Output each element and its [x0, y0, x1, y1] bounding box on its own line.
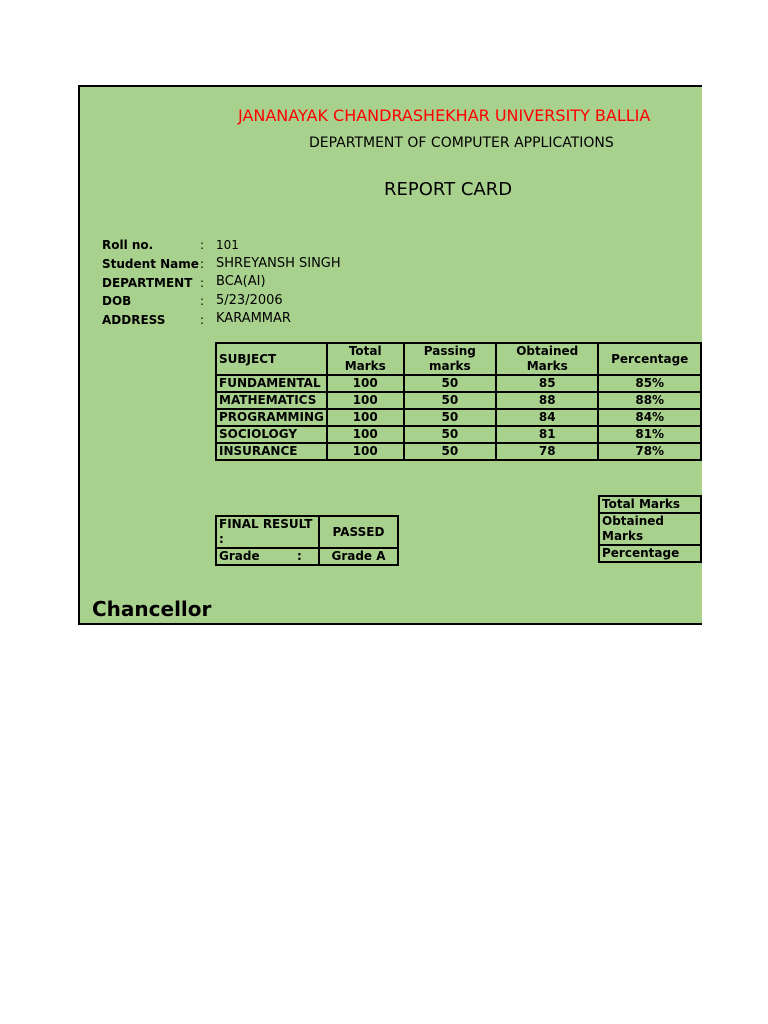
total-marks-cell: 100: [327, 392, 404, 409]
subject-cell: FUNDAMENTAL: [216, 375, 327, 392]
grade-label-text: Grade: [219, 549, 260, 563]
student-name-colon: :: [200, 257, 205, 271]
final-result-row: [216, 516, 398, 548]
university-title: JANANAYAK CHANDRASHEKHAR UNIVERSITY BALLIA: [238, 106, 651, 125]
header-subject: SUBJECT: [216, 343, 327, 375]
table-row: [216, 392, 701, 409]
grade-colon: :: [297, 549, 302, 563]
obtained-marks-cell: 81: [496, 426, 598, 443]
total-marks-cell: 100: [327, 443, 404, 460]
table-row: [216, 375, 701, 392]
header-total-marks: Total Marks: [327, 343, 404, 375]
grade-label: [216, 548, 319, 565]
subject-cell: MATHEMATICS: [216, 392, 327, 409]
percentage-cell: 81%: [598, 426, 701, 443]
percentage-cell: 78%: [598, 443, 701, 460]
percentage-cell: 88%: [598, 392, 701, 409]
passing-marks-cell: 50: [404, 375, 496, 392]
address-colon: :: [200, 313, 205, 327]
percentage-cell: 85%: [598, 375, 701, 392]
percentage-cell: 84%: [598, 409, 701, 426]
address-value: KARAMMAR: [216, 311, 291, 326]
dob-colon: :: [200, 294, 205, 308]
obtained-marks-cell: 78: [496, 443, 598, 460]
total-marks-label: Total Marks: [599, 496, 701, 513]
subject-cell: INSURANCE: [216, 443, 327, 460]
passing-marks-cell: 50: [404, 443, 496, 460]
student-name-label: Student Name: [102, 257, 199, 271]
table-row: [216, 426, 701, 443]
roll-no-label: Roll no.: [102, 238, 154, 252]
header-obtained-marks: Obtained Marks: [496, 343, 598, 375]
header-percentage: Percentage: [598, 343, 701, 375]
totals-row: [599, 545, 701, 562]
header-passing-marks: Passing marks: [404, 343, 496, 375]
obtained-marks-cell: 85: [496, 375, 598, 392]
result-table: [215, 515, 399, 566]
department-label: DEPARTMENT: [102, 276, 193, 290]
roll-no-colon: :: [200, 238, 205, 252]
obtained-marks-cell: 88: [496, 392, 598, 409]
subject-cell: PROGRAMMING: [216, 409, 327, 426]
roll-no-value: 101: [216, 238, 239, 252]
total-marks-cell: 100: [327, 409, 404, 426]
student-name-value: SHREYANSH SINGH: [216, 256, 341, 271]
chancellor-signature: Chancellor: [92, 597, 212, 621]
dob-value: 5/23/2006: [216, 293, 283, 308]
table-row: [216, 409, 701, 426]
marks-header-row: [216, 343, 701, 375]
grade-row: [216, 548, 398, 565]
total-marks-cell: 100: [327, 426, 404, 443]
final-result-value: PASSED: [319, 516, 398, 548]
department-title: DEPARTMENT OF COMPUTER APPLICATIONS: [309, 135, 614, 151]
obtained-marks-label: Obtained Marks: [599, 513, 701, 545]
total-marks-cell: 100: [327, 375, 404, 392]
percentage-label: Percentage: [599, 545, 701, 562]
grade-value: Grade A: [319, 548, 398, 565]
totals-row: [599, 496, 701, 513]
totals-row: [599, 513, 701, 545]
report-card: [78, 85, 702, 625]
passing-marks-cell: 50: [404, 409, 496, 426]
final-result-label: FINAL RESULT :: [216, 516, 319, 548]
obtained-marks-cell: 84: [496, 409, 598, 426]
department-colon: :: [200, 276, 205, 290]
passing-marks-cell: 50: [404, 392, 496, 409]
table-row: [216, 443, 701, 460]
passing-marks-cell: 50: [404, 426, 496, 443]
subject-cell: SOCIOLOGY: [216, 426, 327, 443]
marks-table: [215, 342, 702, 461]
dob-label: DOB: [102, 294, 132, 308]
totals-table: [598, 495, 702, 563]
department-value: BCA(AI): [216, 274, 266, 289]
address-label: ADDRESS: [102, 313, 166, 327]
report-card-title: REPORT CARD: [384, 179, 513, 200]
